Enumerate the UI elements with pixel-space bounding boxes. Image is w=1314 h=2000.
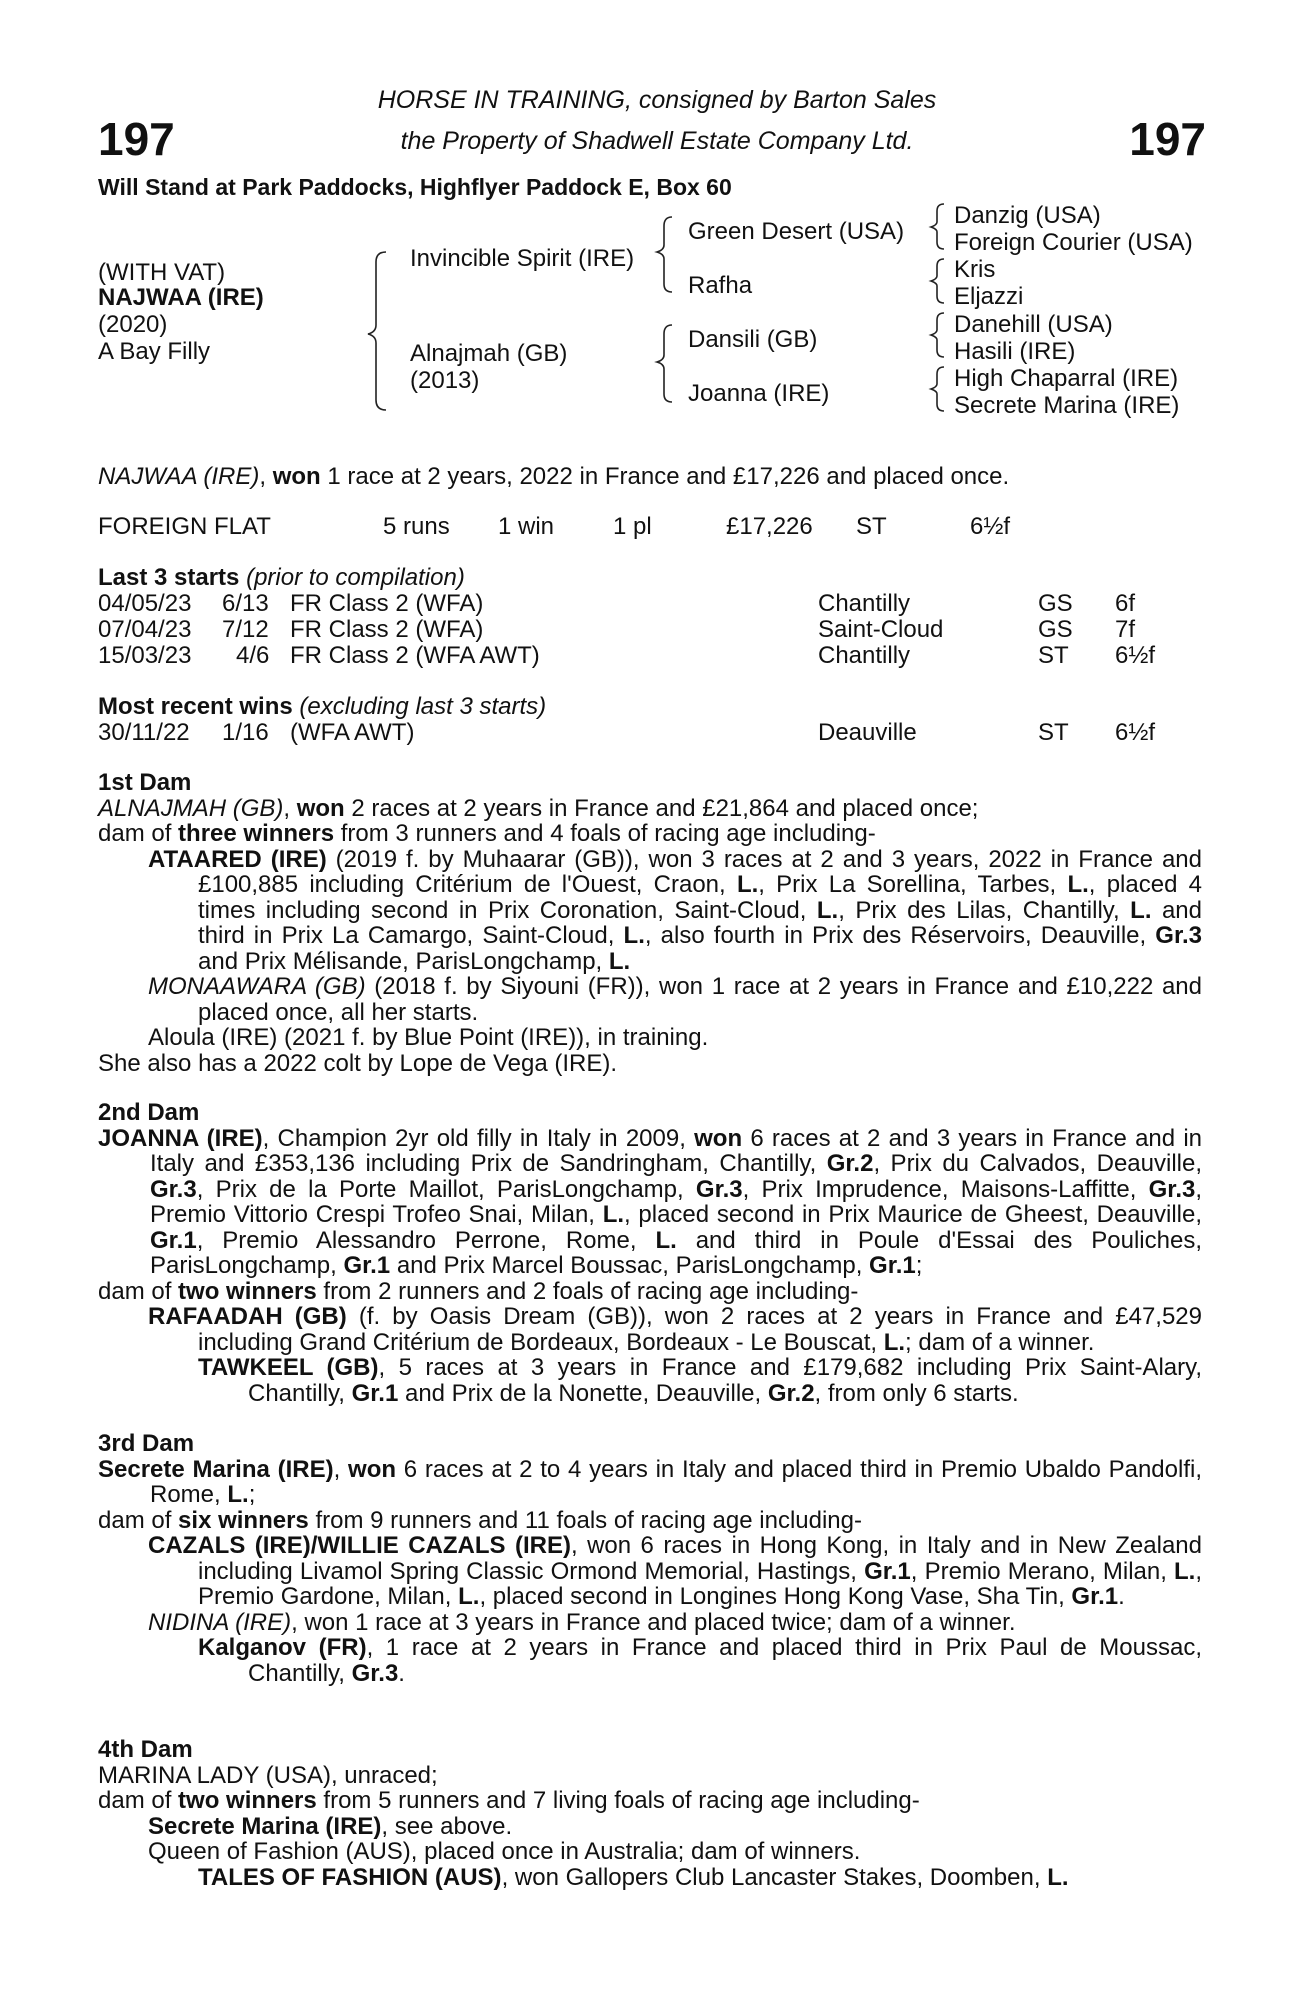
- listed-marker: L.: [1067, 871, 1089, 898]
- fourth-dam-line: MARINA LADY (USA), unraced;: [98, 1761, 438, 1789]
- start-distance: 7f: [1115, 616, 1136, 643]
- race-summary: NAJWAA (IRE), won 1 race at 2 years, 2022 in France and £17,226 and placed once.: [98, 463, 1010, 490]
- pedigree-gen3-4: Eljazzi: [954, 283, 1024, 310]
- record-earnings: £17,226: [726, 513, 813, 540]
- dam-text: , Prix de la Porte Maillot, ParisLongchamp,: [196, 1175, 696, 1203]
- group-marker: Gr.2: [767, 1379, 815, 1407]
- pedigree-gen3-1: Danzig (USA): [954, 202, 1101, 229]
- start-date: 15/03/23: [98, 642, 192, 669]
- start-race: FR Class 2 (WFA): [290, 616, 484, 643]
- dam-of-text: dam of: [98, 1506, 179, 1534]
- record-wins: 1 win: [498, 513, 555, 540]
- listed-marker: L.: [883, 1328, 906, 1356]
- group-marker: Gr.3: [695, 1175, 743, 1203]
- dam-of-text: from 5 runners and 7 living foals of racing age including-: [316, 1787, 920, 1814]
- winners-count: two winners: [178, 1787, 317, 1814]
- produce-name: Secrete Marina (IRE): [148, 1812, 382, 1840]
- foaling-year: (2020): [98, 311, 168, 338]
- group-marker: Gr.3: [150, 1175, 197, 1203]
- produce-text: , see above.: [381, 1812, 513, 1840]
- dam-text: , Prix Imprudence, Maisons-Laffitte,: [742, 1175, 1149, 1203]
- produce-text: , Premio Gardone, Milan,: [198, 1557, 1203, 1610]
- pedigree-gen3-2: Foreign Courier (USA): [954, 229, 1193, 256]
- start-race: FR Class 2 (WFA): [290, 590, 484, 617]
- group-marker: Gr.3: [351, 1659, 399, 1687]
- produce-name: Kalganov (FR): [198, 1634, 367, 1661]
- dam-text: ;: [915, 1252, 923, 1279]
- produce-text: , 1 race at 2 years in France and placed third in Prix Paul de Moussac, Chantilly,: [248, 1634, 1202, 1687]
- pedigree-sire-sire: Green Desert (USA): [688, 218, 905, 245]
- won-label: won: [296, 794, 345, 822]
- dam-of-text: dam of: [98, 1277, 179, 1305]
- record-runs: 5 runs: [383, 513, 450, 540]
- dam-of-text: from 9 runners and 11 foals of racing age including-: [308, 1506, 862, 1534]
- last-starts-title: Last 3 starts: [98, 564, 240, 591]
- listed-marker: L.: [816, 896, 839, 924]
- second-dam-line: [98, 1126, 1202, 1279]
- group-marker: Gr.1: [351, 1379, 399, 1407]
- listed-marker: L.: [458, 1583, 480, 1610]
- produce-text: (2019 f. by Muhaarar (GB)), won 3 races at 2 and 3 years, 2022 in France and £100,885 including Critérium de l'Ouest, Craon,: [198, 845, 1202, 898]
- summary-text: 1 race at 2 years, 2022 in France and £17,226 and placed once.: [320, 463, 1010, 490]
- dam-text: and third in Poule d'Essai des Pouliches, ParisLongchamp,: [150, 1226, 1203, 1279]
- dam-text: , Premio Alessandro Perrone, Rome,: [196, 1226, 656, 1254]
- produce-entry: [98, 1533, 1202, 1610]
- produce-name: NIDINA (IRE): [148, 1608, 292, 1636]
- produce-entry: [98, 847, 1202, 975]
- listed-marker: L.: [1047, 1863, 1069, 1891]
- produce-name: MONAAWARA (GB): [148, 973, 366, 1000]
- pedigree-dam: Alnajmah (GB): [410, 340, 568, 367]
- produce-text: , placed second in Longines Hong Kong Vase, Sha Tin,: [479, 1583, 1072, 1610]
- first-dam-name: ALNAJMAH (GB): [98, 794, 284, 822]
- won-label: won: [694, 1124, 743, 1152]
- dam-text: , Champion 2yr old filly in Italy in 2009,: [262, 1124, 695, 1152]
- produce-text: (f. by Oasis Dream (GB)), won 2 races at 2 years in France and £47,529 including Grand Critérium de Bordeaux, Bordeaux - Le Bouscat,: [198, 1303, 1203, 1356]
- produce-text: , won 1 race at 3 years in France and placed twice; dam of a winner.: [291, 1608, 1016, 1636]
- record-label: FOREIGN FLAT: [98, 513, 271, 540]
- produce-text: , 5 races at 3 years in France and £179,682 including Prix Saint-Alary, Chantilly,: [248, 1354, 1203, 1407]
- pedigree-sire-dam: Rafha: [688, 272, 753, 299]
- produce-name: ATAARED (IRE): [148, 845, 327, 873]
- pedigree-dam-sire: Dansili (GB): [688, 326, 818, 353]
- dam-text: , Prix du Calvados, Deauville,: [873, 1150, 1202, 1177]
- produce-entry: [98, 1865, 1202, 1891]
- produce-name: CAZALS (IRE)/WILLIE CAZALS (IRE): [148, 1532, 571, 1559]
- first-dam-heading: 1st Dam: [98, 769, 192, 796]
- produce-name: RAFAADAH (GB): [148, 1303, 347, 1330]
- horse-name: NAJWAA (IRE): [98, 284, 264, 311]
- pedigree-gen3-7: High Chaparral (IRE): [954, 365, 1179, 392]
- produce-entry: Aloula (IRE) (2021 f. by Blue Point (IRE)), in training.: [148, 1024, 709, 1051]
- dam-of-text: dam of: [98, 820, 179, 847]
- dam-of-text: dam of: [98, 1787, 179, 1814]
- listed-marker: L.: [1174, 1557, 1196, 1585]
- group-marker: Gr.3: [1155, 922, 1202, 949]
- produce-text: and Prix Mélisande, ParisLongchamp,: [198, 947, 609, 975]
- consignment-line: HORSE IN TRAINING, consigned by Barton Sales: [377, 86, 937, 114]
- produce-text: .: [1118, 1583, 1125, 1610]
- produce-name: TAWKEEL (GB): [198, 1354, 379, 1381]
- vat-note: (WITH VAT): [98, 259, 226, 286]
- start-course: Saint-Cloud: [818, 616, 944, 643]
- last-starts-note: (prior to compilation): [239, 564, 465, 591]
- dam-text: , placed second in Prix Maurice de Gheest, Deauville,: [624, 1201, 1203, 1228]
- pedigree-dam-dam: Joanna (IRE): [688, 380, 830, 407]
- win-date: 30/11/22: [98, 719, 190, 746]
- start-distance: 6½f: [1115, 642, 1156, 669]
- first-dam-produce-line: [98, 821, 1202, 847]
- produce-text: and Prix de la Nonette, Deauville,: [398, 1379, 768, 1407]
- produce-text: (2018 f. by Siyouni (FR)), won 1 race at 2 years in France and £10,222 and placed once, all her starts.: [198, 973, 1202, 1026]
- produce-text: , also fourth in Prix des Réservoirs, Deauville,: [644, 922, 1156, 949]
- produce-entry: [98, 1304, 1202, 1355]
- third-dam-heading: 3rd Dam: [98, 1430, 195, 1457]
- dam-text: ,: [333, 1455, 349, 1483]
- start-date: 07/04/23: [98, 616, 192, 643]
- listed-marker: L.: [655, 1226, 677, 1254]
- produce-text: , placed 4 times including second in Prix Coronation, Saint-Cloud,: [198, 871, 1203, 924]
- third-dam-name: Secrete Marina (IRE): [98, 1455, 334, 1483]
- first-dam-line: ALNAJMAH (GB), won 2 races at 2 years in France and £21,864 and placed once;: [98, 794, 979, 822]
- produce-text: and third in Prix La Camargo, Saint-Cloud,: [198, 896, 1202, 949]
- recent-wins-title: Most recent wins: [98, 693, 293, 720]
- dam-text: ;: [248, 1481, 256, 1508]
- group-marker: Gr.1: [869, 1252, 916, 1279]
- group-marker: Gr.1: [864, 1557, 911, 1585]
- group-marker: Gr.1: [150, 1226, 197, 1254]
- start-position: 6/13: [222, 590, 269, 617]
- third-dam-section: [98, 1431, 1202, 1686]
- second-dam-produce-line: [98, 1279, 1202, 1305]
- second-dam-name: JOANNA (IRE): [98, 1124, 263, 1152]
- produce-text: , won Gallopers Club Lancaster Stakes, Doomben,: [501, 1863, 1048, 1891]
- lot-number-left: 197: [98, 113, 175, 165]
- produce-text: , won 6 races in Hong Kong, in Italy and in New Zealand including Livamol Spring Classic Ormond Memorial, Hastings,: [198, 1532, 1202, 1585]
- fourth-dam-heading: 4th Dam: [98, 1736, 193, 1763]
- produce-entry: [98, 1814, 1202, 1840]
- group-marker: Gr.1: [343, 1252, 391, 1279]
- group-marker: Gr.2: [826, 1150, 874, 1177]
- second-dam-section: [98, 1100, 1202, 1406]
- record-going: ST: [856, 513, 887, 540]
- start-going: GS: [1038, 616, 1073, 643]
- pedigree-gen3-6: Hasili (IRE): [954, 338, 1076, 365]
- produce-entry: [98, 974, 1202, 1025]
- summary-horse-name: NAJWAA (IRE): [98, 463, 260, 490]
- dam-text: , Premio Vittorio Crespi Trofeo Snai, Milan,: [150, 1175, 1203, 1228]
- dam-of-text: from 2 runners and 2 foals of racing age including-: [316, 1277, 859, 1305]
- listed-marker: L.: [1130, 896, 1152, 924]
- start-distance: 6f: [1115, 590, 1136, 617]
- start-going: GS: [1038, 590, 1073, 617]
- won-label: won: [348, 1455, 397, 1483]
- fourth-dam-section: [98, 1737, 1202, 1890]
- listed-marker: L.: [608, 947, 631, 975]
- start-course: Chantilly: [818, 642, 911, 669]
- win-race: (WFA AWT): [290, 719, 415, 746]
- first-dam-section: [98, 770, 1202, 1076]
- group-marker: Gr.3: [1148, 1175, 1196, 1203]
- produce-text: , Prix La Sorellina, Tarbes,: [758, 871, 1068, 898]
- recent-wins-heading: [98, 693, 546, 721]
- winners-count: two winners: [178, 1277, 317, 1305]
- property-line: the Property of Shadwell Estate Company Ltd.: [400, 127, 914, 155]
- fourth-dam-produce-line: [98, 1788, 1202, 1814]
- produce-entry: [98, 1355, 1202, 1406]
- start-course: Chantilly: [818, 590, 911, 617]
- record-distance: 6½f: [970, 513, 1011, 540]
- dam-text: 6 races at 2 and 3 years in France and in Italy and £353,136 including Prix de Sandringham, Chantilly,: [150, 1124, 1203, 1177]
- start-race: FR Class 2 (WFA AWT): [290, 642, 540, 669]
- win-distance: 6½f: [1115, 719, 1156, 746]
- second-dam-heading: 2nd Dam: [98, 1099, 200, 1126]
- summary-won: won: [272, 463, 321, 490]
- pedigree-sire: Invincible Spirit (IRE): [410, 245, 635, 272]
- start-going: ST: [1038, 642, 1069, 669]
- produce-entry: [98, 1610, 1202, 1636]
- produce-text: ; dam of a winner.: [905, 1328, 1095, 1356]
- recent-wins-note: (excluding last 3 starts): [292, 693, 547, 720]
- start-position: 4/6: [236, 642, 270, 669]
- produce-name: TALES OF FASHION (AUS): [198, 1863, 502, 1891]
- produce-text: , from only 6 starts.: [814, 1379, 1019, 1407]
- stand-location: Will Stand at Park Paddocks, Highflyer Paddock E, Box 60: [98, 174, 732, 200]
- winners-count: three winners: [178, 820, 335, 847]
- listed-marker: L.: [602, 1201, 625, 1228]
- pedigree-brackets: [0, 0, 1314, 420]
- listed-marker: L.: [227, 1481, 249, 1508]
- produce-text: .: [398, 1659, 405, 1687]
- produce-text: , Premio Merano, Milan,: [910, 1557, 1175, 1585]
- produce-text: , Prix des Lilas, Chantilly,: [838, 896, 1131, 924]
- produce-entry: [98, 1635, 1202, 1686]
- third-dam-produce-line: [98, 1508, 1202, 1534]
- pedigree-gen3-5: Danehill (USA): [954, 311, 1113, 338]
- group-marker: Gr.1: [1071, 1583, 1119, 1610]
- win-going: ST: [1038, 719, 1069, 746]
- dam-of-text: from 3 runners and 4 foals of racing age including-: [334, 820, 876, 847]
- pedigree-gen3-3: Kris: [954, 256, 996, 283]
- last-starts-heading: [98, 564, 465, 592]
- pedigree-dam-year: (2013): [410, 367, 480, 394]
- pedigree-gen3-8: Secrete Marina (IRE): [954, 392, 1180, 419]
- dam-text: and Prix Marcel Boussac, ParisLongchamp,: [390, 1252, 870, 1279]
- record-placed: 1 pl: [613, 513, 652, 540]
- first-dam-text: 2 races at 2 years in France and £21,864 and placed once;: [344, 794, 979, 822]
- produce-note: She also has a 2022 colt by Lope de Vega (IRE).: [98, 1049, 618, 1077]
- horse-description: A Bay Filly: [98, 338, 211, 365]
- start-position: 7/12: [222, 616, 269, 643]
- listed-marker: L.: [736, 871, 759, 898]
- produce-entry: Queen of Fashion (AUS), placed once in Australia; dam of winners.: [148, 1838, 861, 1865]
- winners-count: six winners: [178, 1506, 309, 1534]
- start-date: 04/05/23: [98, 590, 192, 617]
- lot-number-right: 197: [1129, 113, 1206, 165]
- third-dam-line: [98, 1457, 1202, 1508]
- dam-text: 6 races at 2 to 4 years in Italy and placed third in Premio Ubaldo Pandolfi, Rome,: [150, 1455, 1202, 1508]
- listed-marker: L.: [623, 922, 645, 949]
- win-course: Deauville: [818, 719, 917, 746]
- win-position: 1/16: [222, 719, 269, 746]
